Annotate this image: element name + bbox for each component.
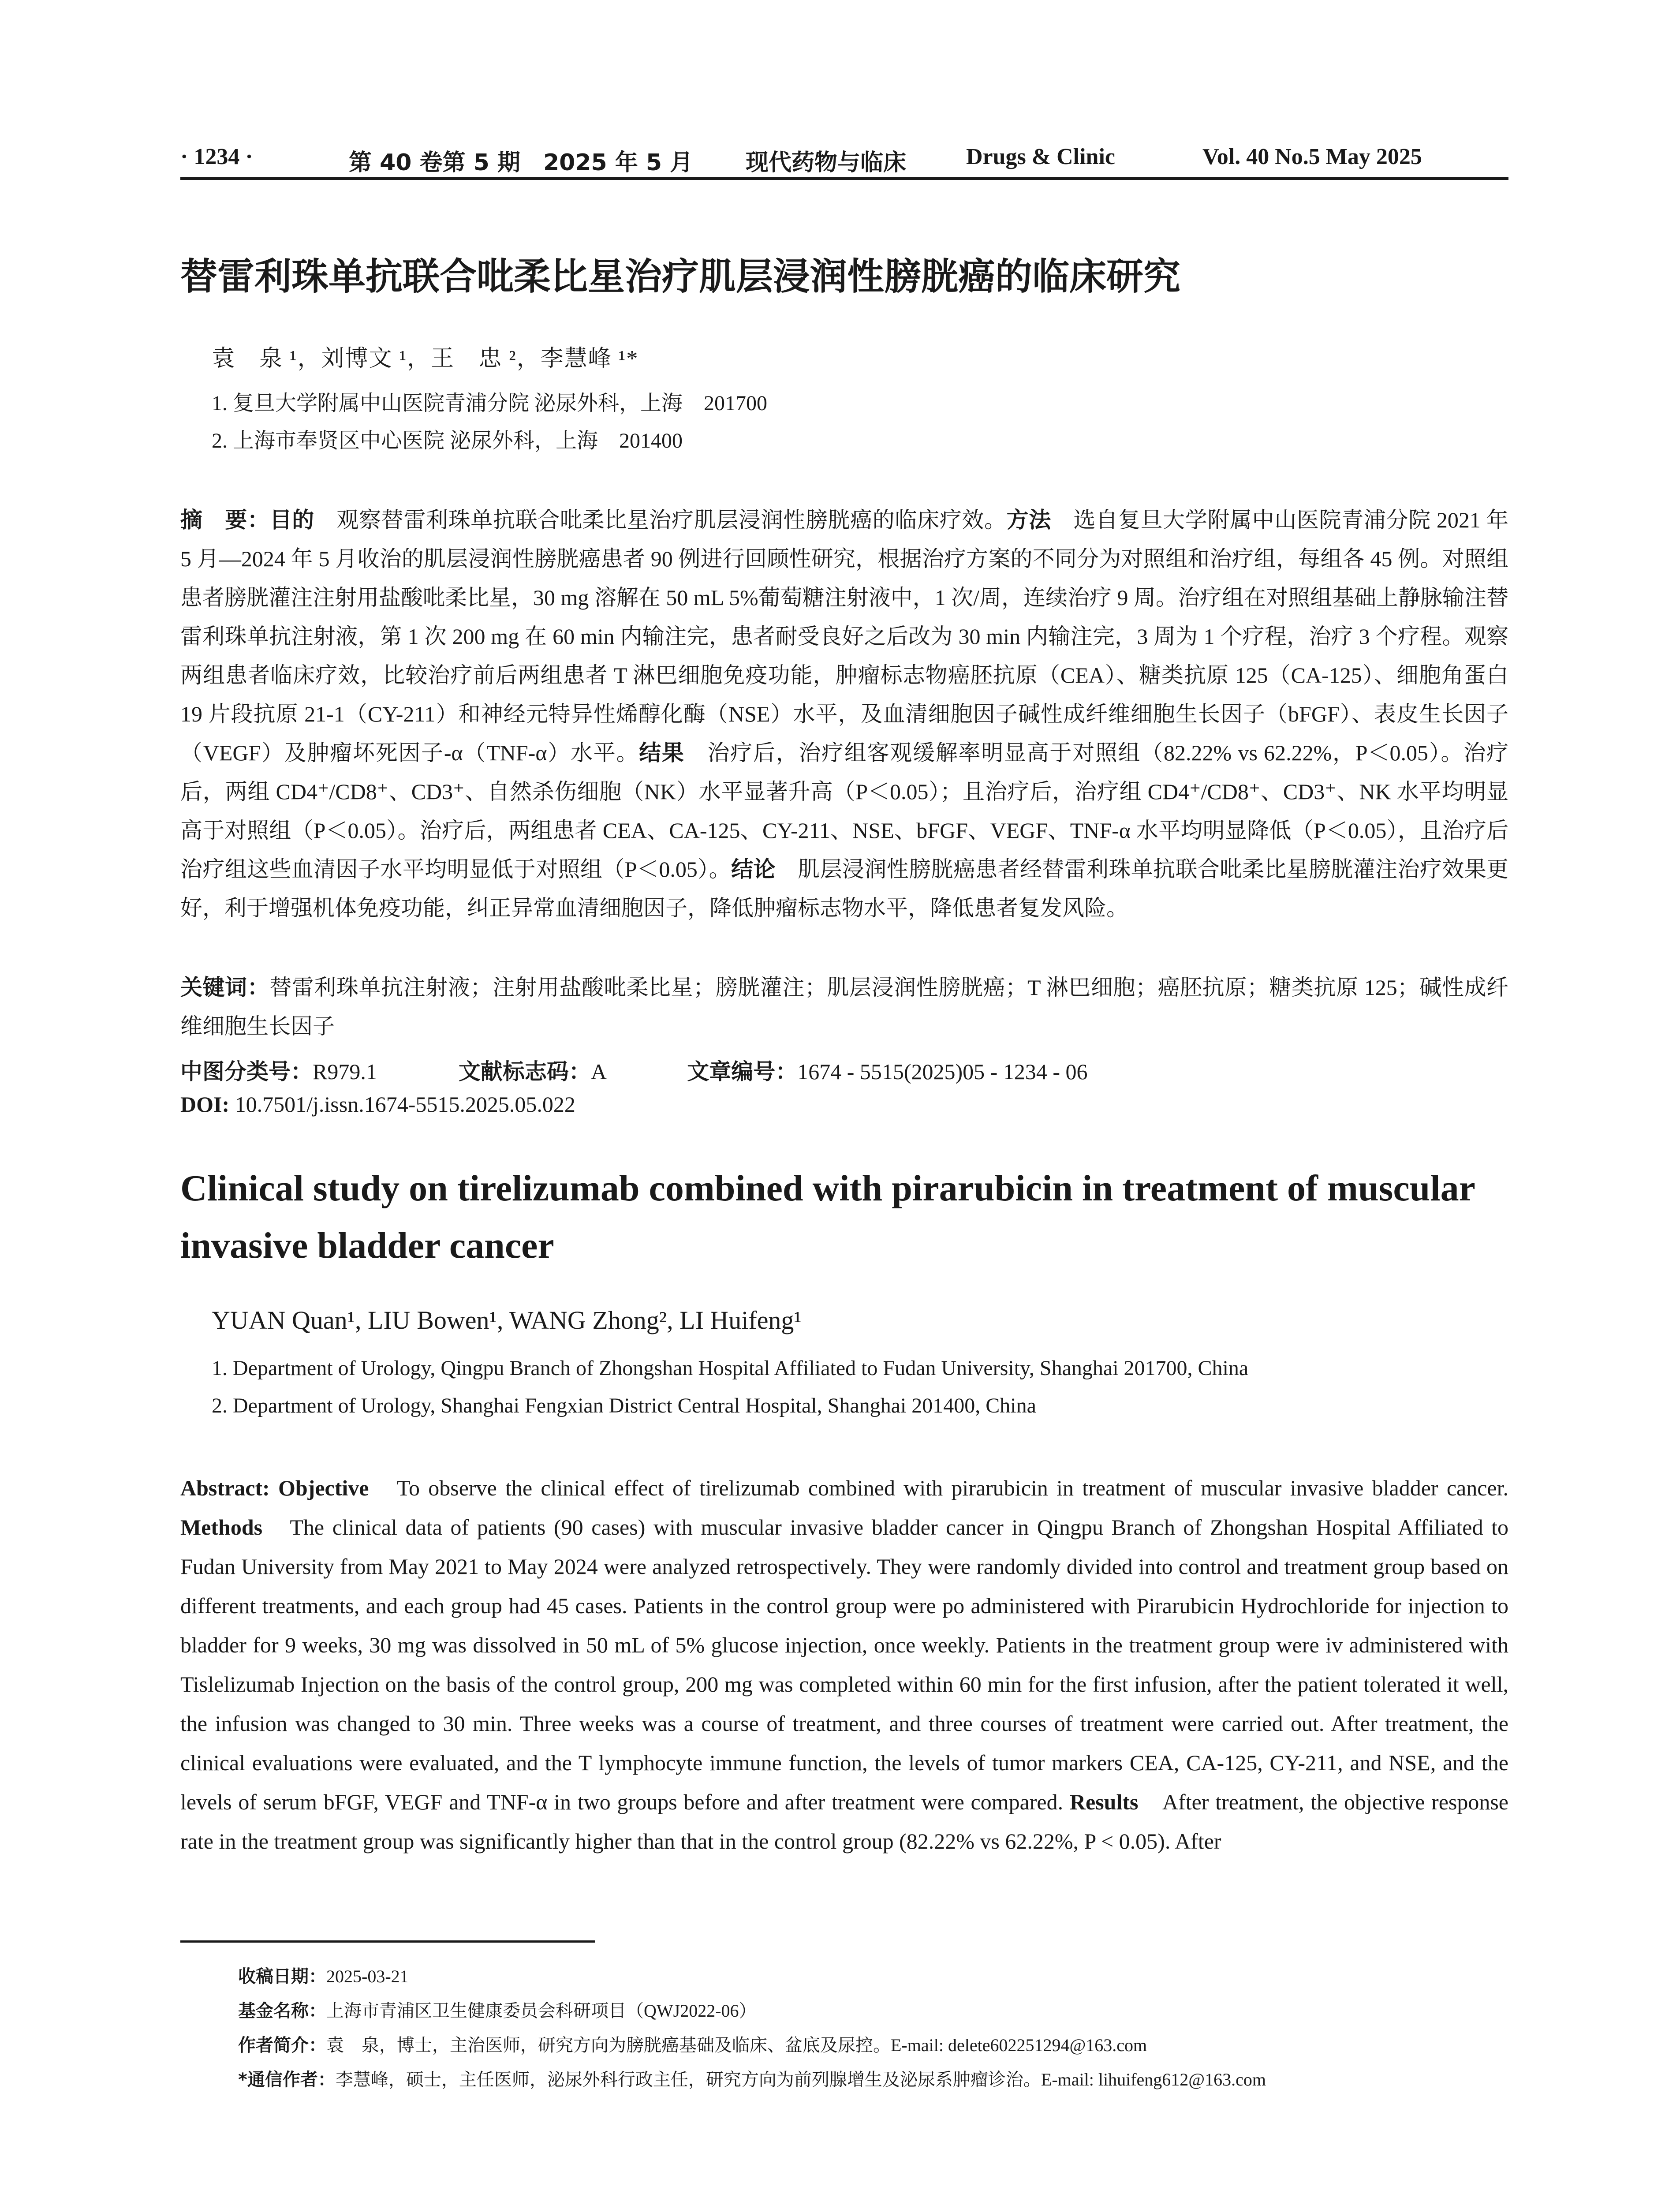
abstract-en: [180, 1469, 1508, 1861]
abstract-zh-label: 摘 要：: [180, 507, 270, 533]
clc-label: 中图分类号：: [180, 1059, 313, 1084]
footnote-author-bio-label: 作者简介：: [238, 2035, 326, 2056]
footnote-fund-label: 基金名称：: [238, 2001, 326, 2021]
page-number: · 1234 ·: [180, 144, 253, 169]
keywords-zh: [180, 968, 1508, 1046]
page-title-en: Clinical study on tirelizumab combined with pirarubicin in treatment of muscular invasive bladder cancer: [180, 1168, 1475, 1266]
methods-en: The clinical data of patients (90 cases) with muscular invasive bladder cancer in Qingpu Branch of Zhongshan Hospital Affiliated to Fudan University from May 2021 to May 2024 were analyzed retrospectively. They were randomly divided into control and treatment group based on different treatments, and each group had 45 cases. Patients in the control group were po administered with Pirarubicin Hydrochloride for injection to bladder for 9 weeks, 30 mg was dissolved in 50 mL of 5% glucose injection, once weekly. Patients in the treatment group were iv administered with Tislelizumab Injection on the basis of the control group, 200 mg was completed within 60 min for the first infusion, after the patient tolerated it well, the infusion was changed to 30 min. Three weeks was a course of treatment, and three courses of treatment were carried out. After treatment, the clinical evaluations were evaluated, and the T lymphocyte immune function, the levels of tumor markers CEA, CA-125, CY-211, and NSE, and the levels of serum bFGF, VEGF and TNF-α in two groups before and after treatment were compared.: [180, 1515, 1508, 1814]
footnote-fund-text: 上海市青浦区卫生健康委员会科研项目（QWJ2022-06）: [326, 2001, 757, 2021]
methods-zh-label: 方法: [1006, 507, 1051, 533]
running-header: [180, 138, 1508, 180]
results-en-label: Results: [1069, 1790, 1139, 1814]
doc-code-label: 文献标志码：: [458, 1059, 591, 1084]
abstract-en-label: Abstract: Objective: [180, 1476, 369, 1500]
methods-zh: 选自复旦大学附属中山医院青浦分院 2021 年 5 月—2024 年 5 月收治的肌层浸润性膀胱癌患者 90 例进行回顾性研究，根据治疗方案的不同分为对照组和治疗组，每组各 45 例。对照组患者膀胱灌注注射用盐酸吡柔比星，30 mg 溶解在 50 mL 5%葡萄糖注射液中，1 次/周，连续治疗 9 周。治疗组在对照组基础上静脉输注替雷利珠单抗注射液，第 1 次 200 mg 在 60 min 内输注完，患者耐受良好之后改为 30 min 内输注完，3 周为 1 个疗程，治疗 3 个疗程。观察两组患者临床疗效，比较治疗前后两组患者 T 淋巴细胞免疫功能，肿瘤标志物癌胚抗原（CEA）、糖类抗原 125（CA-125）、细胞角蛋白 19 片段抗原 21-1（CY-211）和神经元特异性烯醇化酶（NSE）水平，及血清细胞因子碱性成纤维细胞生长因子（bFGF）、表皮生长因子（VEGF）及肿瘤坏死因子-α（TNF-α）水平。: [180, 508, 1509, 765]
objective-zh-label: 目的: [269, 507, 314, 533]
affiliation-zh-2: 2. 上海市奉贤区中心医院 泌尿外科，上海 201400: [212, 429, 683, 452]
page-title-zh: 替雷利珠单抗联合吡柔比星治疗肌层浸润性膀胱癌的临床研究: [180, 255, 1181, 298]
results-zh: 治疗后，治疗组客观缓解率明显高于对照组（82.22% vs 62.22%，P＜0.05）。治疗后，两组 CD4⁺/CD8⁺、CD3⁺、自然杀伤细胞（NK）水平显著升高（P＜0.05）；且治疗后，治疗组 CD4⁺/CD8⁺、CD3⁺、NK 水平均明显高于对照组（P＜0.05）。治疗后，两组患者 CEA、CA-125、CY-211、NSE、bFGF、VEGF、TNF-α 水平均明显降低（P＜0.05），且治疗后治疗组这些血清因子水平均明显低于对照组（P＜0.05）。: [180, 740, 1508, 882]
conclusion-zh-label: 结论: [731, 856, 776, 882]
doi-value: 10.7501/j.issn.1674-5515.2025.05.022: [229, 1092, 575, 1117]
conclusion-zh: 肌层浸润性膀胱癌患者经替雷利珠单抗联合吡柔比星膀胱灌注治疗效果更好，利于增强机体免疫功能，纠正异常血清细胞因子，降低肿瘤标志物水平，降低患者复发风险。: [180, 857, 1509, 920]
affiliation-zh-1: 1. 复旦大学附属中山医院青浦分院 泌尿外科，上海 201700: [212, 392, 768, 415]
objective-zh: 观察替雷利珠单抗联合吡柔比星治疗肌层浸润性膀胱癌的临床疗效。: [314, 508, 1007, 532]
clc-value: R979.1: [313, 1059, 377, 1084]
methods-en-label: Methods: [180, 1515, 263, 1540]
footnote-corresponding: [238, 2066, 1266, 2091]
doi-line: [180, 1091, 575, 1117]
footnote-divider: [180, 1940, 595, 1943]
footnote-received: [238, 1962, 409, 1988]
footnote-corresponding-label: *通信作者：: [238, 2070, 336, 2090]
results-zh-label: 结果: [639, 740, 685, 766]
keywords-zh-label: 关键词：: [180, 975, 270, 1000]
footnote-fund: [238, 1997, 757, 2022]
journal-name-en: Drugs & Clinic: [966, 144, 1115, 169]
abstract-zh: [180, 501, 1508, 927]
affiliation-en-2: 2. Department of Urology, Shanghai Fengxian District Central Hospital, Shanghai 201400, China: [212, 1394, 1036, 1417]
issue-en: Vol. 40 No.5 May 2025: [1202, 144, 1422, 169]
footnote-corresponding-text: 李慧峰，硕士，主任医师，泌尿外科行政主任，研究方向为前列腺增生及泌尿系肿瘤诊治。E-mail: lihuifeng612@163.com: [335, 2070, 1266, 2089]
journal-name-zh: 现代药物与临床: [746, 149, 907, 176]
results-en: After treatment, the objective response rate in the treatment group was significantly higher than that in the control group (82.22% vs 62.22%, P < 0.05). After: [180, 1790, 1508, 1854]
footnote-author-bio: [238, 2031, 1147, 2056]
footnote-received-label: 收稿日期：: [238, 1966, 326, 1987]
footnote-author-bio-text: 袁 泉，博士，主治医师，研究方向为膀胱癌基础及临床、盆底及尿控。E-mail: delete602251294@163.com: [326, 2035, 1147, 2055]
doi-label: DOI:: [180, 1092, 230, 1117]
objective-en: To observe the clinical effect of tirelizumab combined with pirarubicin in treatment of muscular invasive bladder cancer.: [369, 1476, 1508, 1500]
authors-en: YUAN Quan¹, LIU Bowen¹, WANG Zhong², LI Huifeng¹: [212, 1306, 802, 1334]
classification-line: [180, 1054, 1087, 1086]
issue-zh: 第 40 卷第 5 期 2025 年 5 月: [349, 149, 693, 176]
article-no-label: 文章编号：: [687, 1059, 798, 1084]
authors-zh: 袁 泉 ¹，刘博文 ¹，王 忠 ²，李慧峰 ¹*: [212, 346, 639, 371]
affiliation-en-1: 1. Department of Urology, Qingpu Branch of Zhongshan Hospital Affiliated to Fudan University, Shanghai 201700, China: [212, 1357, 1249, 1380]
footnote-received-text: 2025-03-21: [326, 1966, 409, 1986]
doc-code-value: A: [590, 1059, 606, 1084]
article-no-value: 1674 - 5515(2025)05 - 1234 - 06: [797, 1059, 1088, 1084]
keywords-zh-text: 替雷利珠单抗注射液；注射用盐酸吡柔比星；膀胱灌注；肌层浸润性膀胱癌；T 淋巴细胞；癌胚抗原；糖类抗原 125；碱性成纤维细胞生长因子: [180, 975, 1509, 1039]
